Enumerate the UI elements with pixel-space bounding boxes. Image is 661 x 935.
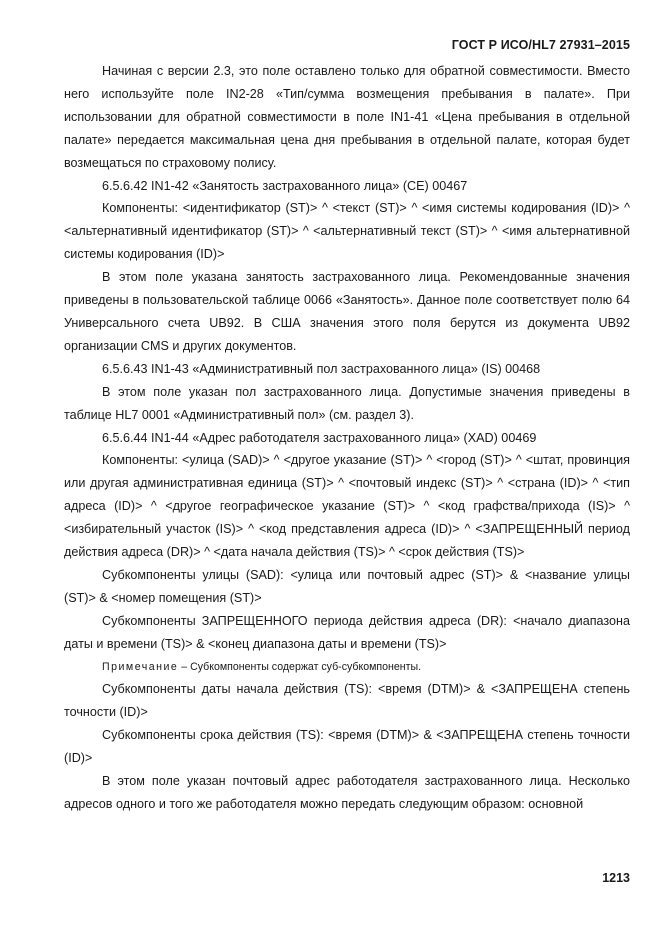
note — [64, 656, 630, 679]
paragraph: В этом поле указана занятость застрахованного лица. Рекомендованные значения приведены в пользовательской таблице 0066 «Занятость». Данное поле соответствует полю 64 Универсального счета UB92. В США значения этого поля берутся из документа UB92 организации CMS и других документов. — [64, 270, 630, 353]
section-heading: 6.5.6.42 IN1-42 «Занятость застрахованного лица» (CE) 00467 — [102, 178, 468, 193]
document-header: ГОСТ Р ИСО/HL7 27931–2015 — [451, 38, 630, 52]
note-text: – Субкомпоненты содержат суб-субкомпоненты. — [178, 660, 422, 673]
paragraph: Компоненты: <идентификатор (ST)> ^ <текст (ST)> ^ <имя системы кодирования (ID)> ^ <альтернативный идентификатор (ST)> ^ <альтернативный текст (ST)> ^ <имя альтернативной системы кодирования (ID)> — [64, 201, 630, 262]
page-number: 1213 — [602, 871, 630, 885]
paragraph: В этом поле указан пол застрахованного лица. Допустимые значения приведены в таблице HL7 0001 «Административный пол» (см. раздел 3). — [64, 384, 630, 422]
paragraph: Субкомпоненты улицы (SAD): <улица или почтовый адрес (ST)> & <название улицы (ST)> & <номер помещения (ST)> — [64, 567, 630, 605]
paragraph: Субкомпоненты даты начала действия (TS): <время (DTM)> & <ЗАПРЕЩЕНА степень точности (ID)> — [64, 682, 630, 720]
section-heading: 6.5.6.44 IN1-44 «Адрес работодателя застрахованного лица» (XAD) 00469 — [102, 430, 537, 445]
paragraph: Начиная с версии 2.3, это поле оставлено только для обратной совместимости. Вместо него используйте поле IN2-28 «Тип/сумма возмещения пребывания в палате». При использовании для обратной совместимости в поле IN1-41 «Цена пребывания в отдельной палате» передается максимальная цена дня пребывания в отдельной палате, которая будет возмещаться по страховому полису. — [64, 64, 630, 170]
paragraph: Субкомпоненты срока действия (TS): <время (DTM)> & <ЗАПРЕЩЕНА степень точности (ID)> — [64, 728, 630, 766]
page-body — [64, 60, 630, 816]
paragraph: В этом поле указан почтовый адрес работодателя застрахованного лица. Несколько адресов одного и того же работодателя можно передать следующим образом: основной — [64, 774, 630, 811]
note-label: Примечание — [102, 660, 179, 673]
paragraph: Компоненты: <улица (SAD)> ^ <другое указание (ST)> ^ <город (ST)> ^ <штат, провинция или другая административная единица (ST)> ^ <почтовый индекс (ST)> ^ <страна (ID)> ^ <тип адреса (ID)> ^ <другое географическое указание (ST)> ^ <код графства/прихода (IS)> ^ <избирательный участок (IS)> ^ <код представления адреса (ID)> ^ <ЗАПРЕЩЕННЫЙ период действия адреса (DR)> ^ <дата начала действия (TS)> ^ <срок действия (TS)> — [64, 453, 630, 560]
paragraph: Субкомпоненты ЗАПРЕЩЕННОГО периода действия адреса (DR): <начало диапазона даты и времени (TS)> & <конец диапазона даты и времени (TS)> — [64, 613, 630, 651]
section-heading: 6.5.6.43 IN1-43 «Административный пол застрахованного лица» (IS) 00468 — [102, 361, 541, 376]
